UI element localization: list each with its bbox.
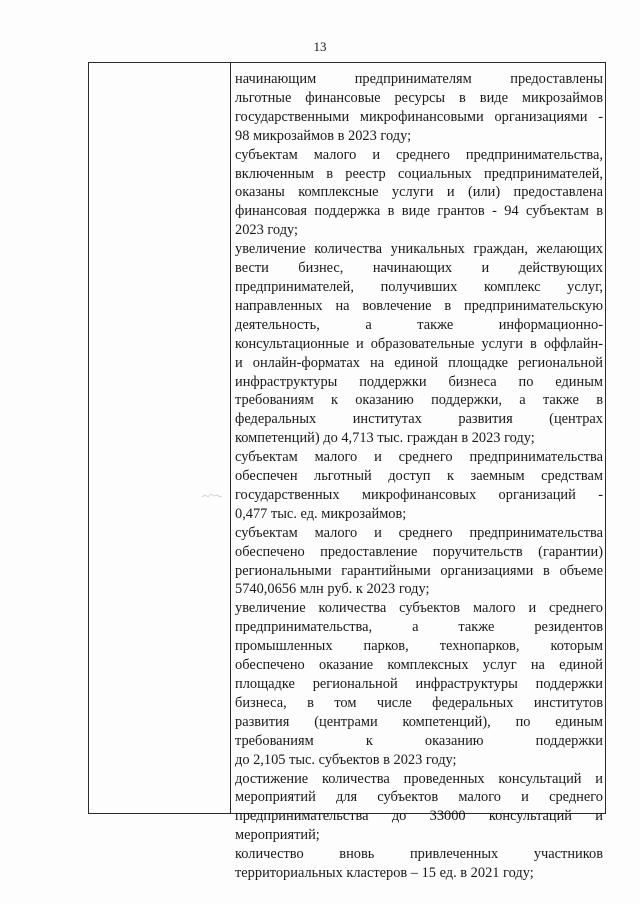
text-line: требованиям к оказанию поддержки bbox=[235, 732, 603, 749]
text-line: требованиям к оказанию поддержки, а также в bbox=[235, 392, 603, 409]
paragraph-2 bbox=[235, 146, 603, 241]
text-line: территориальных кластеров – 15 ед. в 2021 году; bbox=[235, 865, 534, 882]
paragraph-1 bbox=[235, 70, 603, 146]
text-line: 0,477 тыс. ед. микрозаймов; bbox=[235, 505, 407, 522]
text-line: 5740,0656 млн руб. к 2023 году; bbox=[235, 581, 430, 598]
text-line: инфраструктуры поддержки бизнеса по единым bbox=[235, 373, 603, 390]
text-line: включенным в реестр социальных предпринимателей, bbox=[235, 165, 603, 182]
text-line: предпринимателей, получивших комплекс услуг, bbox=[235, 278, 603, 295]
text-line: увеличение количества уникальных граждан, желающих bbox=[235, 241, 603, 258]
text-line: предпринимательства, а также резидентов bbox=[235, 619, 603, 636]
text-line: субъектам малого и среднего предпринимательства, bbox=[235, 146, 603, 163]
text-line: увеличение количества субъектов малого и среднего bbox=[235, 600, 603, 617]
table-right-cell bbox=[235, 70, 603, 883]
text-line: обеспечено предоставление поручительств (гарантии) bbox=[235, 543, 603, 560]
table-column-divider bbox=[230, 63, 231, 813]
document-table bbox=[88, 62, 606, 882]
text-line: до 2,105 тыс. субъектов в 2023 году; bbox=[235, 751, 457, 768]
text-line: компетенций) до 4,713 тыс. граждан в 2023 году; bbox=[235, 430, 535, 447]
table-left-cell bbox=[89, 63, 230, 813]
text-line: и онлайн-форматах на единой площадке региональной bbox=[235, 354, 603, 371]
text-line: деятельность, а также информационно- bbox=[235, 316, 603, 333]
paragraph-3 bbox=[235, 240, 603, 448]
text-line: субъектам малого и среднего предпринимательства bbox=[235, 524, 603, 541]
text-line: государственных микрофинансовых организаций - bbox=[235, 486, 603, 503]
text-line: консультационные и образовательные услуги в оффлайн- bbox=[235, 335, 603, 352]
text-line: начинающим предпринимателям предоставлены bbox=[235, 71, 603, 87]
text-line: 98 микрозаймов в 2023 году; bbox=[235, 127, 412, 144]
paragraph-7 bbox=[235, 770, 603, 846]
text-line: обеспечено оказание комплексных услуг на единой bbox=[235, 657, 603, 674]
text-line: региональными гарантийными организациями в объеме bbox=[235, 562, 603, 579]
text-line: количество вновь привлеченных участников bbox=[235, 846, 603, 863]
page-number: 13 bbox=[313, 39, 327, 54]
text-line: оказаны комплексные услуги и (или) предоставлена bbox=[235, 184, 603, 201]
text-line: предпринимательства до 33000 консультаций и bbox=[235, 808, 603, 825]
text-line: мероприятий для субъектов малого и среднего bbox=[235, 789, 603, 806]
text-line: промышленных парков, технопарков, которым bbox=[235, 638, 603, 655]
paragraph-4 bbox=[235, 448, 603, 524]
paragraph-6 bbox=[235, 599, 603, 769]
text-line: государственными микрофинансовыми организациями - bbox=[235, 108, 603, 125]
text-line: федеральных институтах развития (центрах bbox=[235, 411, 603, 428]
text-line: субъектам малого и среднего предпринимательства bbox=[235, 449, 603, 466]
text-line: льготные финансовые ресурсы в виде микрозаймов bbox=[235, 89, 603, 106]
text-line: вести бизнес, начинающих и действующих bbox=[235, 260, 603, 277]
text-line: обеспечен льготный доступ к заемным средствам bbox=[235, 468, 603, 485]
text-line: мероприятий; bbox=[235, 827, 320, 844]
text-line: площадке региональной инфраструктуры поддержки bbox=[235, 676, 603, 692]
text-line: направленных на вовлечение в предпринимательскую bbox=[235, 297, 603, 314]
text-line: развития (центрами компетенций), по единым bbox=[235, 713, 603, 730]
scan-noise-mark bbox=[201, 491, 223, 501]
text-line: достижение количества проведенных консультаций и bbox=[235, 770, 603, 787]
paragraph-5 bbox=[235, 524, 603, 600]
paragraph-8 bbox=[235, 845, 603, 883]
text-line: финансовая поддержка в виде грантов - 94 субъектам в bbox=[235, 203, 603, 220]
text-line: 2023 году; bbox=[235, 222, 299, 239]
text-line: бизнеса, в том числе федеральных институтов bbox=[235, 694, 603, 711]
